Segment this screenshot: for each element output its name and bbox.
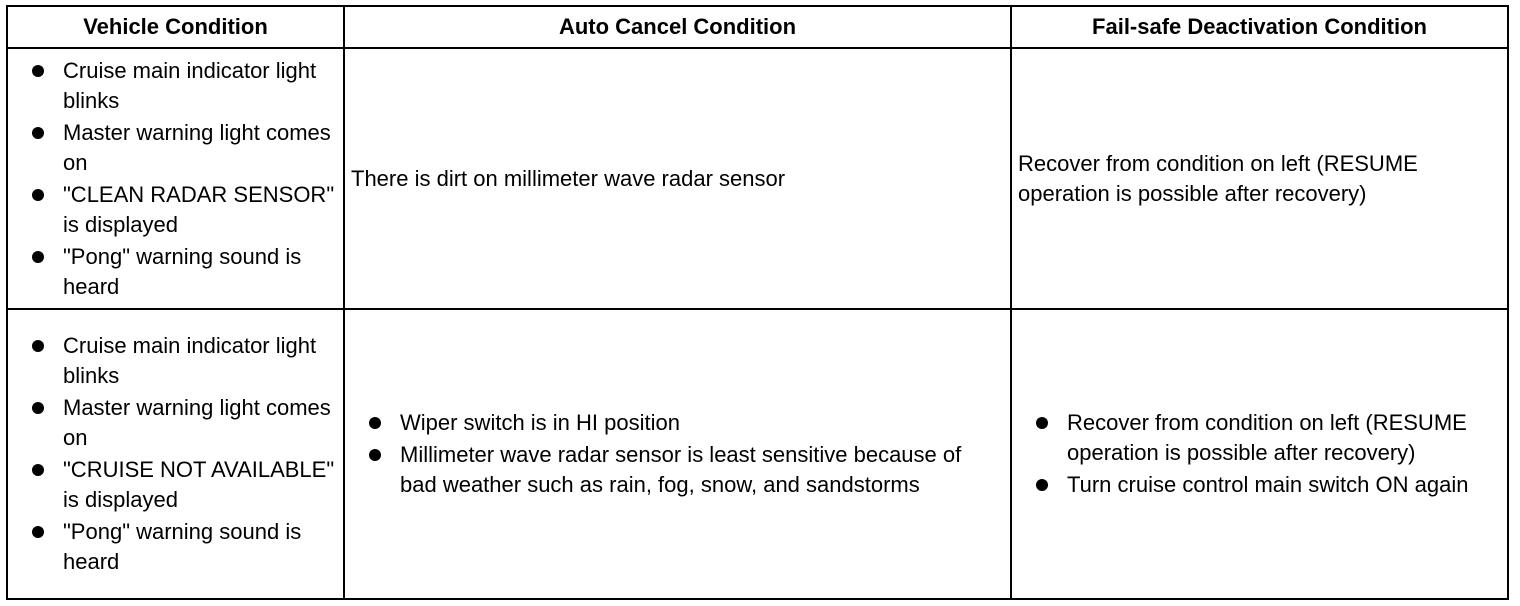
list-item: Recover from condition on left (RESUME operation is possible after recovery) xyxy=(1034,408,1499,468)
list-item: "Pong" warning sound is heard xyxy=(30,242,337,302)
list-item: "CLEAN RADAR SENSOR" is displayed xyxy=(30,180,337,240)
failsafe-deactivation-cell xyxy=(1011,309,1508,599)
vehicle-condition-cell xyxy=(7,48,344,309)
list-item: "Pong" warning sound is heard xyxy=(30,517,337,577)
failsafe-text: Recover from condition on left (RESUME operation is possible after recovery) xyxy=(1018,150,1418,206)
header-vehicle-condition: Vehicle Condition xyxy=(7,6,344,48)
failsafe-list xyxy=(1034,408,1499,500)
header-failsafe-deactivation-condition: Fail-safe Deactivation Condition xyxy=(1011,6,1508,48)
list-item: Master warning light comes on xyxy=(30,118,337,178)
table-row xyxy=(7,309,1508,599)
list-item: Wiper switch is in HI position xyxy=(367,408,1002,438)
header-auto-cancel-condition: Auto Cancel Condition xyxy=(344,6,1011,48)
vehicle-condition-list xyxy=(30,331,337,577)
conditions-table xyxy=(6,5,1509,600)
auto-cancel-condition-cell xyxy=(344,309,1011,599)
list-item: Cruise main indicator light blinks xyxy=(30,56,337,116)
table-row xyxy=(7,48,1508,309)
list-item: Millimeter wave radar sensor is least sensitive because of bad weather such as rain, fog, snow, and sandstorms xyxy=(367,440,1002,500)
auto-cancel-text: There is dirt on millimeter wave radar sensor xyxy=(351,165,786,191)
list-item: Turn cruise control main switch ON again xyxy=(1034,470,1499,500)
auto-cancel-list xyxy=(367,408,1002,500)
vehicle-condition-list xyxy=(30,56,337,302)
auto-cancel-condition-cell xyxy=(344,48,1011,309)
header-row xyxy=(7,6,1508,48)
vehicle-condition-cell xyxy=(7,309,344,599)
list-item: "CRUISE NOT AVAILABLE" is displayed xyxy=(30,455,337,515)
failsafe-deactivation-cell xyxy=(1011,48,1508,309)
list-item: Master warning light comes on xyxy=(30,393,337,453)
list-item: Cruise main indicator light blinks xyxy=(30,331,337,391)
